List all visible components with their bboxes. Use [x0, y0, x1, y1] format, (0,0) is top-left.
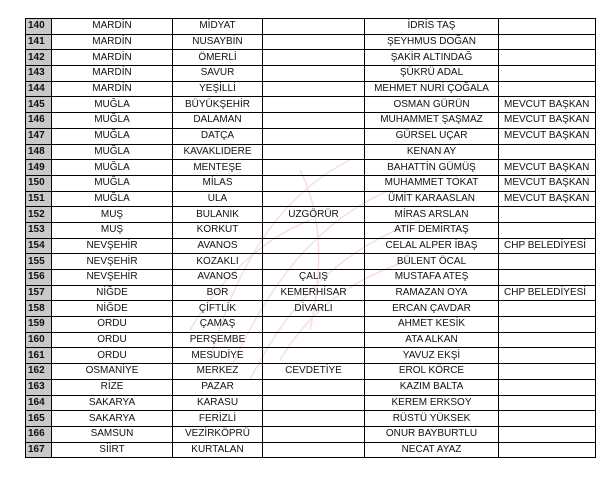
candidate-name-cell: MUHAMMET TOKAT	[365, 175, 499, 191]
town-cell	[263, 66, 365, 82]
table-row	[26, 442, 596, 458]
note-cell	[499, 332, 596, 348]
province-cell: MUĞLA	[52, 128, 173, 144]
candidate-name-cell: İDRİS TAŞ	[365, 19, 499, 35]
province-cell: MARDİN	[52, 34, 173, 50]
row-number-cell: 154	[26, 238, 52, 254]
town-cell	[263, 317, 365, 333]
town-cell	[263, 50, 365, 66]
note-cell	[499, 270, 596, 286]
town-cell	[263, 442, 365, 458]
district-cell: PAZAR	[173, 379, 263, 395]
note-cell: MEVCUT BAŞKAN	[499, 97, 596, 113]
table-row	[26, 160, 596, 176]
town-cell	[263, 19, 365, 35]
town-cell	[263, 379, 365, 395]
town-cell	[263, 160, 365, 176]
district-cell: ÖMERLİ	[173, 50, 263, 66]
table-row	[26, 34, 596, 50]
table-row	[26, 222, 596, 238]
province-cell: RİZE	[52, 379, 173, 395]
province-cell: ORDU	[52, 332, 173, 348]
table-row	[26, 379, 596, 395]
district-cell: MENTEŞE	[173, 160, 263, 176]
note-cell	[499, 254, 596, 270]
row-number-cell: 158	[26, 301, 52, 317]
candidate-name-cell: OSMAN GÜRÜN	[365, 97, 499, 113]
row-number-cell: 165	[26, 411, 52, 427]
row-number-cell: 148	[26, 144, 52, 160]
district-cell: KOZAKLI	[173, 254, 263, 270]
town-cell	[263, 411, 365, 427]
note-cell	[499, 301, 596, 317]
district-cell: NUSAYBİN	[173, 34, 263, 50]
row-number-cell: 160	[26, 332, 52, 348]
note-cell	[499, 364, 596, 380]
row-number-cell: 157	[26, 285, 52, 301]
row-number-cell: 150	[26, 175, 52, 191]
province-cell: ORDU	[52, 317, 173, 333]
row-number-cell: 143	[26, 66, 52, 82]
province-cell: MARDİN	[52, 66, 173, 82]
district-cell: BULANIK	[173, 207, 263, 223]
row-number-cell: 155	[26, 254, 52, 270]
row-number-cell: 145	[26, 97, 52, 113]
town-cell: KEMERHİSAR	[263, 285, 365, 301]
town-cell	[263, 395, 365, 411]
row-number-cell: 141	[26, 34, 52, 50]
row-number-cell: 146	[26, 113, 52, 129]
town-cell	[263, 426, 365, 442]
town-cell	[263, 348, 365, 364]
district-cell: DATÇA	[173, 128, 263, 144]
row-number-cell: 163	[26, 379, 52, 395]
note-cell	[499, 379, 596, 395]
table-row	[26, 191, 596, 207]
note-cell: MEVCUT BAŞKAN	[499, 128, 596, 144]
note-cell	[499, 426, 596, 442]
candidate-name-cell: RAMAZAN OYA	[365, 285, 499, 301]
row-number-cell: 164	[26, 395, 52, 411]
candidate-name-cell: BAHATTİN GÜMÜŞ	[365, 160, 499, 176]
table-row	[26, 332, 596, 348]
note-cell	[499, 34, 596, 50]
town-cell: ÇALIŞ	[263, 270, 365, 286]
candidate-name-cell: MUHAMMET ŞAŞMAZ	[365, 113, 499, 129]
candidate-name-cell: ERCAN ÇAVDAR	[365, 301, 499, 317]
province-cell: SİİRT	[52, 442, 173, 458]
town-cell	[263, 332, 365, 348]
table-row	[26, 113, 596, 129]
row-number-cell: 161	[26, 348, 52, 364]
province-cell: MUĞLA	[52, 113, 173, 129]
town-cell: DİVARLI	[263, 301, 365, 317]
note-cell: CHP BELEDİYESİ	[499, 285, 596, 301]
town-cell	[263, 191, 365, 207]
table-row	[26, 364, 596, 380]
table-row	[26, 81, 596, 97]
province-cell: OSMANİYE	[52, 364, 173, 380]
province-cell: NEVŞEHİR	[52, 238, 173, 254]
district-cell: ULA	[173, 191, 263, 207]
note-cell	[499, 348, 596, 364]
town-cell	[263, 238, 365, 254]
table-row	[26, 348, 596, 364]
row-number-cell: 140	[26, 19, 52, 35]
candidate-name-cell: MUSTAFA ATEŞ	[365, 270, 499, 286]
candidate-name-cell: BÜLENT ÖCAL	[365, 254, 499, 270]
table-row	[26, 411, 596, 427]
province-cell: MARDİN	[52, 81, 173, 97]
town-cell	[263, 113, 365, 129]
candidate-name-cell: KEREM ERKSOY	[365, 395, 499, 411]
district-cell: KURTALAN	[173, 442, 263, 458]
town-cell: CEVDETİYE	[263, 364, 365, 380]
district-cell: DALAMAN	[173, 113, 263, 129]
note-cell	[499, 81, 596, 97]
note-cell	[499, 50, 596, 66]
row-number-cell: 142	[26, 50, 52, 66]
province-cell: NİĞDE	[52, 301, 173, 317]
district-cell: PERŞEMBE	[173, 332, 263, 348]
town-cell: UZGÖRÜR	[263, 207, 365, 223]
province-cell: MUĞLA	[52, 175, 173, 191]
candidate-name-cell: RÜSTÜ YÜKSEK	[365, 411, 499, 427]
note-cell	[499, 395, 596, 411]
candidate-name-cell: MEHMET NURİ ÇOĞALA	[365, 81, 499, 97]
row-number-cell: 159	[26, 317, 52, 333]
row-number-cell: 156	[26, 270, 52, 286]
town-cell	[263, 128, 365, 144]
district-cell: KORKUT	[173, 222, 263, 238]
row-number-cell: 147	[26, 128, 52, 144]
table-row	[26, 66, 596, 82]
table-row	[26, 207, 596, 223]
district-cell: BÜYÜKŞEHİR	[173, 97, 263, 113]
province-cell: MUĞLA	[52, 97, 173, 113]
table-row	[26, 128, 596, 144]
table-row	[26, 50, 596, 66]
province-cell: MARDİN	[52, 50, 173, 66]
candidate-name-cell: ŞEYHMUS DOĞAN	[365, 34, 499, 50]
candidate-name-cell: KENAN AY	[365, 144, 499, 160]
district-cell: AVANOS	[173, 238, 263, 254]
note-cell	[499, 222, 596, 238]
note-cell	[499, 19, 596, 35]
table-row	[26, 301, 596, 317]
candidate-name-cell: YAVUZ EKŞİ	[365, 348, 499, 364]
district-cell: MİLAS	[173, 175, 263, 191]
row-number-cell: 152	[26, 207, 52, 223]
row-number-cell: 153	[26, 222, 52, 238]
table-row	[26, 270, 596, 286]
table-row	[26, 97, 596, 113]
row-number-cell: 166	[26, 426, 52, 442]
note-cell: CHP BELEDİYESİ	[499, 238, 596, 254]
province-cell: ORDU	[52, 348, 173, 364]
row-number-cell: 151	[26, 191, 52, 207]
province-cell: SAMSUN	[52, 426, 173, 442]
candidate-name-cell: GÜRSEL UÇAR	[365, 128, 499, 144]
note-cell	[499, 207, 596, 223]
table-body	[26, 19, 596, 458]
province-cell: SAKARYA	[52, 411, 173, 427]
town-cell	[263, 34, 365, 50]
table-row	[26, 144, 596, 160]
note-cell	[499, 144, 596, 160]
district-cell: ÇAMAŞ	[173, 317, 263, 333]
candidate-name-cell: CELAL ALPER İBAŞ	[365, 238, 499, 254]
candidate-name-cell: AHMET KESİK	[365, 317, 499, 333]
province-cell: MUŞ	[52, 207, 173, 223]
district-cell: KAVAKLIDERE	[173, 144, 263, 160]
candidate-name-cell: KAZIM BALTA	[365, 379, 499, 395]
province-cell: MUĞLA	[52, 160, 173, 176]
table-row	[26, 395, 596, 411]
province-cell: NEVŞEHİR	[52, 270, 173, 286]
province-cell: NEVŞEHİR	[52, 254, 173, 270]
candidate-name-cell: EROL KÖRCE	[365, 364, 499, 380]
district-cell: MESUDİYE	[173, 348, 263, 364]
province-cell: MUĞLA	[52, 191, 173, 207]
note-cell	[499, 317, 596, 333]
candidate-name-cell: ŞÜKRÜ ADAL	[365, 66, 499, 82]
note-cell: MEVCUT BAŞKAN	[499, 113, 596, 129]
district-cell: ÇİFTLİK	[173, 301, 263, 317]
candidate-name-cell: MİRAS ARSLAN	[365, 207, 499, 223]
district-cell: YEŞİLLİ	[173, 81, 263, 97]
candidate-name-cell: ATIF DEMİRTAŞ	[365, 222, 499, 238]
district-cell: SAVUR	[173, 66, 263, 82]
candidate-table	[25, 18, 596, 458]
province-cell: MARDİN	[52, 19, 173, 35]
row-number-cell: 149	[26, 160, 52, 176]
row-number-cell: 167	[26, 442, 52, 458]
province-cell: SAKARYA	[52, 395, 173, 411]
district-cell: MERKEZ	[173, 364, 263, 380]
district-cell: MİDYAT	[173, 19, 263, 35]
row-number-cell: 162	[26, 364, 52, 380]
table-row	[26, 254, 596, 270]
table-row	[26, 238, 596, 254]
note-cell	[499, 411, 596, 427]
table-row	[26, 175, 596, 191]
table-row	[26, 317, 596, 333]
note-cell: MEVCUT BAŞKAN	[499, 191, 596, 207]
candidate-name-cell: NECAT AYAZ	[365, 442, 499, 458]
district-cell: FERİZLİ	[173, 411, 263, 427]
province-cell: MUĞLA	[52, 144, 173, 160]
province-cell: MUŞ	[52, 222, 173, 238]
table-row	[26, 426, 596, 442]
town-cell	[263, 222, 365, 238]
district-cell: VEZİRKÖPRÜ	[173, 426, 263, 442]
candidate-name-cell: ŞAKİR ALTINDAĞ	[365, 50, 499, 66]
note-cell	[499, 442, 596, 458]
candidate-name-cell: ATA ALKAN	[365, 332, 499, 348]
town-cell	[263, 81, 365, 97]
town-cell	[263, 175, 365, 191]
candidate-name-cell: ÜMİT KARAASLAN	[365, 191, 499, 207]
note-cell: MEVCUT BAŞKAN	[499, 175, 596, 191]
town-cell	[263, 254, 365, 270]
table-row	[26, 285, 596, 301]
district-cell: KARASU	[173, 395, 263, 411]
town-cell	[263, 97, 365, 113]
town-cell	[263, 144, 365, 160]
row-number-cell: 144	[26, 81, 52, 97]
district-cell: AVANOS	[173, 270, 263, 286]
district-cell: BOR	[173, 285, 263, 301]
note-cell	[499, 66, 596, 82]
candidate-name-cell: ONUR BAYBURTLU	[365, 426, 499, 442]
note-cell: MEVCUT BAŞKAN	[499, 160, 596, 176]
table-row	[26, 19, 596, 35]
province-cell: NİĞDE	[52, 285, 173, 301]
